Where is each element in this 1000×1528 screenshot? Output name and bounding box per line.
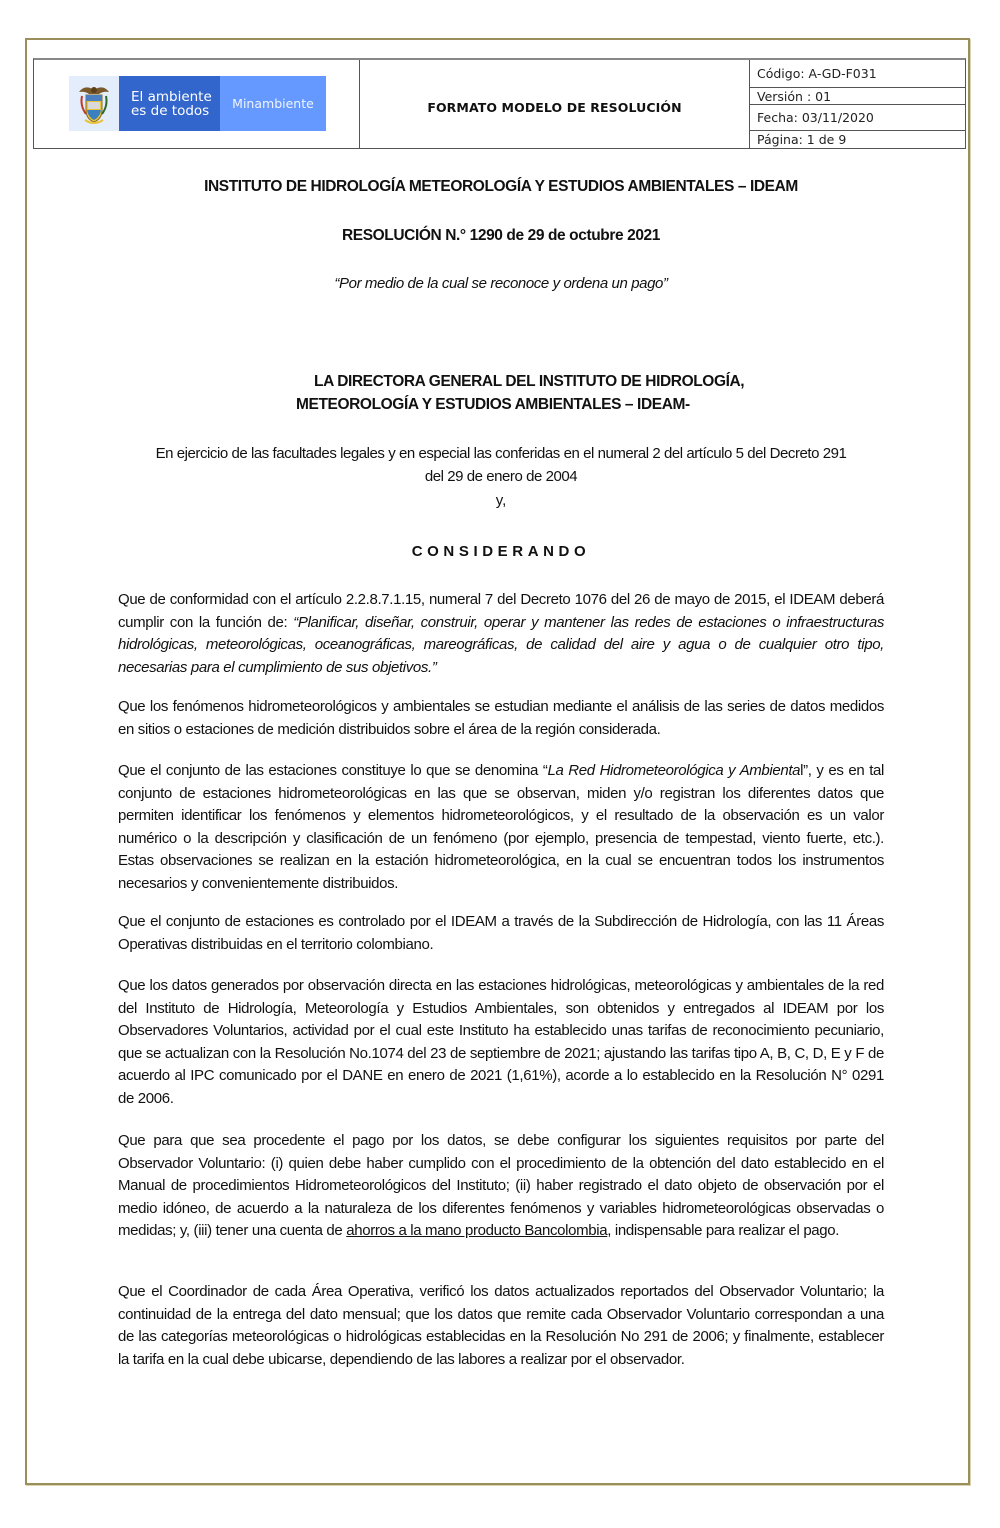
paragraph-5: Que los datos generados por observación directa en las estaciones hidrológicas, meteorológicas y ambientales de la red del Instituto de Hidrología, Meteorología y Estudios Ambientales, son obtenidos y entregados al IDEAM por los Observadores Voluntarios, actividad por el cual este Instituto ha establecido unas tarifas de reconocimiento pecuniario, que se actualizan con la Resolución No.1074 del 23 de septiembre de 2021; ajustando las tarifas tipo A, B, C, D, E y F de acuerdo al IPC comunicado por el DANE en enero de 2021 (1,61%), acorde a lo establecido en la Resolución N° 0291 de 2006.: [118, 977, 884, 1107]
form-title: FORMATO MODELO DE RESOLUCIÓN: [427, 99, 682, 115]
paragraph-6-underlined: ahorros a la mano producto Bancolombia: [346, 1222, 608, 1240]
slogan-line-1: El ambiente: [131, 88, 212, 105]
paragraph-6: [118, 1130, 884, 1243]
slogan-line-2: es de todos: [131, 102, 210, 119]
meta-page: Página: 1 de 9: [757, 132, 847, 148]
resolution-subject: “Por medio de la cual se reconoce y ordena un pago”: [334, 275, 668, 292]
meta-code: Código: A-GD-F031: [750, 60, 965, 88]
ministry-name: Minambiente: [220, 76, 326, 131]
director-heading: [118, 370, 884, 416]
faculties-line-2: del 29 de enero de 2004: [424, 467, 578, 485]
paragraph-6-text-b: , indispensable para realizar el pago.: [607, 1222, 840, 1240]
paragraph-1: [118, 589, 884, 679]
paragraph-3-text-a: Que el conjunto de las estaciones constituye lo que se denomina “: [118, 762, 548, 779]
conjunction-y: y,: [495, 492, 507, 509]
resolution-number: RESOLUCIÓN N.° 1290 de 29 de octubre 2021: [341, 227, 660, 244]
logo-slogan: [119, 76, 220, 131]
paragraph-1-text: Que de conformidad con el artículo 2.2.8.7.1.15, numeral 7 del Decreto 1076 del 26 de mayo de 2015, el IDEAM deberá cumplir con la función de:: [118, 591, 884, 631]
institute-title: INSTITUTO DE HIDROLOGÍA METEOROLOGÍA Y ESTUDIOS AMBIENTALES – IDEAM: [204, 178, 798, 195]
paragraph-4: Que el conjunto de estaciones es controlado por el IDEAM a través de la Subdirección de Hidrología, con las 11 Áreas Operativas distribuidas en el territorio colombiano.: [118, 913, 884, 953]
director-line-2: METEOROLOGÍA Y ESTUDIOS AMBIENTALES – IDEAM-: [296, 396, 690, 413]
faculties-statement: [118, 443, 884, 488]
director-line-1: LA DIRECTORA GENERAL DEL INSTITUTO DE HIDROLOGÍA,: [314, 373, 745, 390]
paragraph-3-text-b: l”, y es en tal conjunto de estaciones hidrometeorológicas en las que se observan, miden y/o registran los diferentes datos que permiten identificar los fenómenos y elementos hidrometeorológicos, y el resultado de la observación es un valor numérico o la descripción y clasificación de un fenómeno (por ejemplo, presencia de tempestad, viento fuerte, etc.). Estas observaciones se realizan en la estación hidrometeorológica, en la cual se encuentran todos los instrumentos necesarios y convenientemente distribuidos.: [118, 762, 884, 892]
paragraph-2: Que los fenómenos hidrometeorológicos y ambientales se estudian mediante el análisis de las series de datos medidos en sitios o estaciones de medición distribuidos sobre el área de la región considerada.: [118, 698, 884, 738]
paragraph-6-text-a: Que para que sea procedente el pago por los datos, se debe configurar los siguientes requisitos por parte del Observador Voluntario: (i) quien debe haber cumplido con el procedimiento de la obtención del dato establecido en el Manual de procedimientos Hidrometeorológicos del Instituto; (ii) haber registrado el dato objeto de observación por el medio idóneo, de acuerdo a la naturaleza de los diferentes fenómenos y variables hidrometeorológicas observadas o medidas; y, (iii) tener una cuenta de: [118, 1132, 884, 1240]
document-header-table: [33, 58, 966, 149]
paragraph-7: Que el Coordinador de cada Área Operativa, verificó los datos actualizados reportados del Observador Voluntario; la continuidad de la entrega del dato mensual; que los datos que remite cada Observador Voluntario correspondan a una de las categorías meteorológicas o hidrológicas establecidas en la Resolución No 291 de 2006; y finalmente, establecer la tarifa en la cual debe ubicarse, dependiendo de las labores a realizar por el observador.: [118, 1283, 884, 1368]
minambiente-logo: [69, 76, 326, 131]
paragraph-1-quote: “Planificar, diseñar, construir, operar y mantener las redes de estaciones o infraestructuras hidrológicas, meteorológicas, oceanográficas, mareográficas, de calidad del aire y agua o de cualquier otro tipo, necesarias para el cumplimiento de sus objetivos.”: [118, 613, 884, 676]
header-title-cell: [360, 60, 750, 148]
header-meta-cell: [750, 60, 965, 148]
colombia-coat-of-arms-icon: [77, 82, 111, 126]
paragraph-3: [118, 760, 884, 896]
considerando-heading: CONSIDERANDO: [411, 543, 591, 560]
crest-panel: [69, 76, 119, 131]
faculties-line-1: En ejercicio de las facultades legales y en especial las conferidas en el numeral 2 del artículo 5 del Decreto 291: [155, 445, 847, 462]
meta-version: Versión : 01: [750, 88, 965, 106]
header-logo-cell: [34, 60, 360, 148]
meta-date: Fecha: 03/11/2020: [750, 105, 965, 131]
paragraph-3-quote: La Red Hidrometeorológica y Ambienta: [547, 762, 801, 779]
